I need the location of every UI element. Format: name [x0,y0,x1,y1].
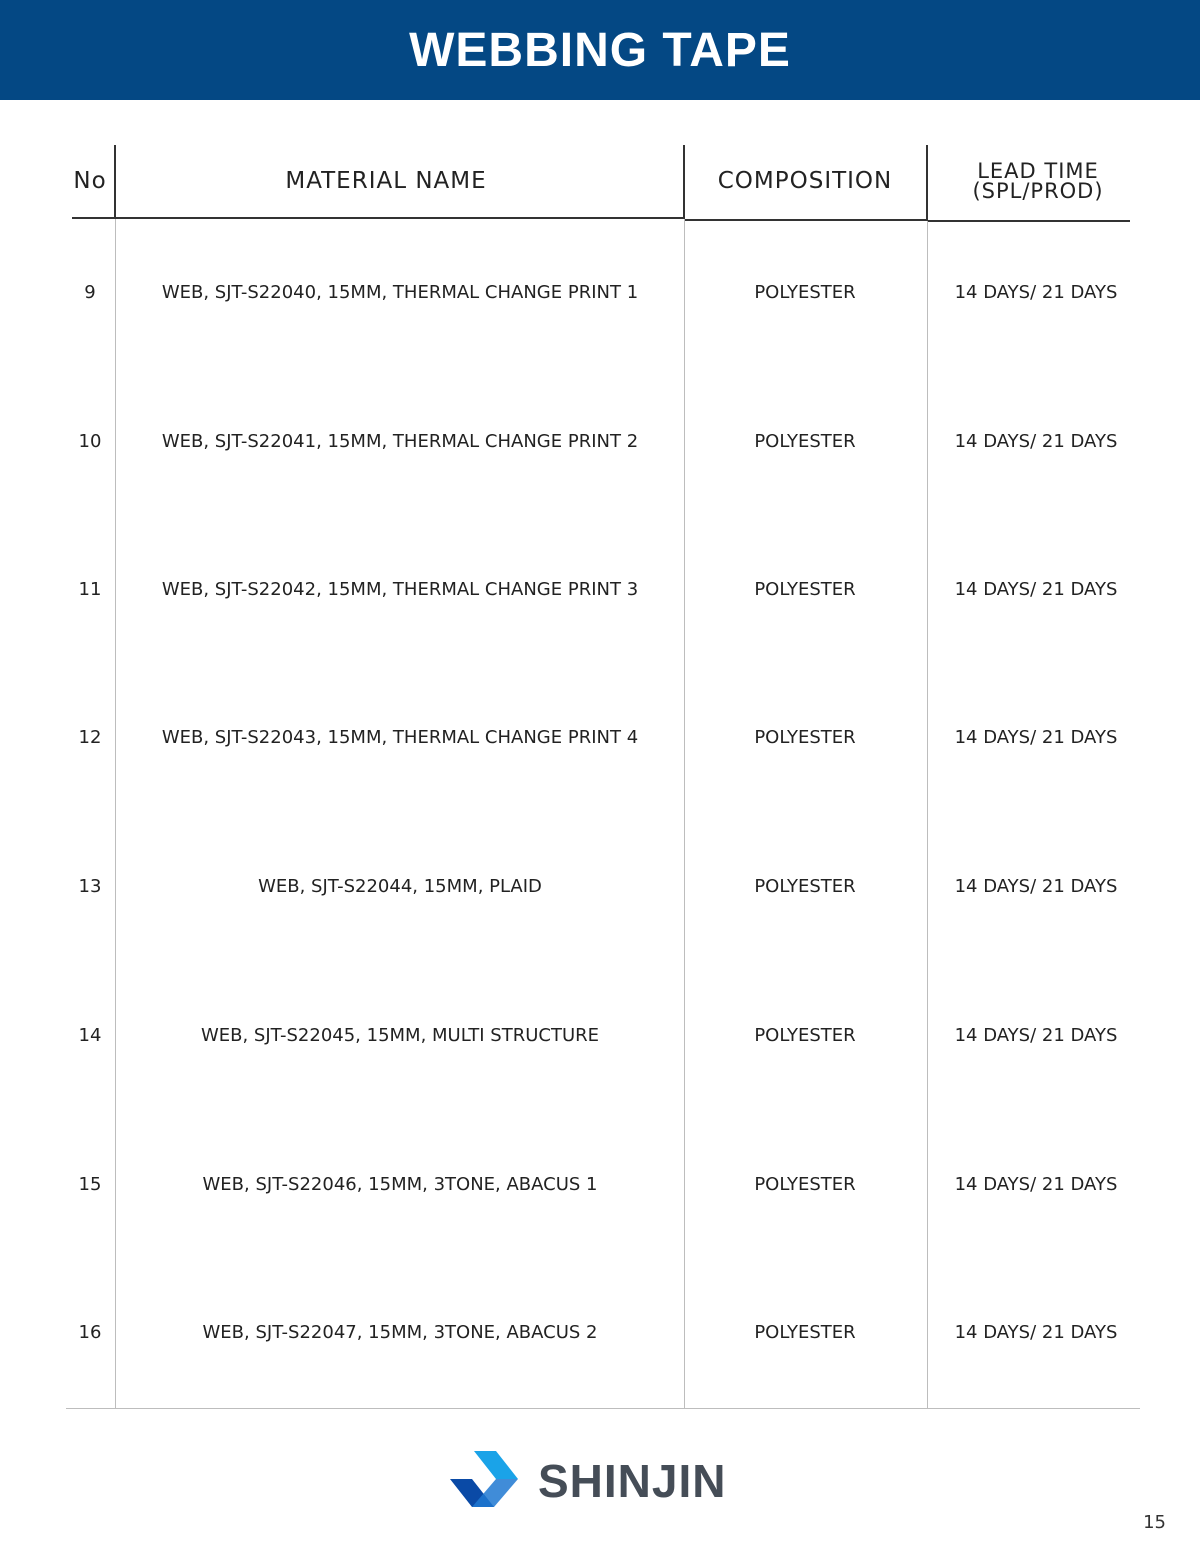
lead-time: 14 DAYS/ 21 DAYS [954,1321,1118,1343]
material-name: WEB, SJT-S22043, 15MM, THERMAL CHANGE PRINT 4 [161,726,639,748]
row-number: 13 [78,875,102,897]
company-logo [446,1448,766,1514]
row-number: 15 [78,1173,102,1195]
composition: POLYESTER [754,726,856,748]
composition: POLYESTER [754,1173,856,1195]
composition: POLYESTER [754,1321,856,1343]
material-name: WEB, SJT-S22046, 15MM, 3TONE, ABACUS 1 [202,1173,598,1195]
table-bottom-rule [66,1408,1140,1409]
lead-time: 14 DAYS/ 21 DAYS [954,281,1118,303]
column-header-no: No [73,168,107,194]
row-number: 14 [78,1024,102,1046]
lead-time: 14 DAYS/ 21 DAYS [954,430,1118,452]
composition: POLYESTER [754,875,856,897]
logo-wordmark: SHINJIN [538,1455,727,1507]
table-row [0,1164,1200,1204]
material-name: WEB, SJT-S22040, 15MM, THERMAL CHANGE PRINT 1 [161,281,639,303]
composition: POLYESTER [754,578,856,600]
row-number: 10 [78,430,102,452]
lead-time-sublabel: (SPL/PROD) [972,179,1104,203]
material-name: WEB, SJT-S22044, 15MM, PLAID [258,875,542,897]
page-title: WEBBING TAPE [409,23,791,77]
shinjin-logo-icon [446,1449,520,1513]
row-number: 16 [78,1321,102,1343]
row-number: 9 [84,281,96,303]
header-underline [684,219,928,221]
lead-time: 14 DAYS/ 21 DAYS [954,1173,1118,1195]
lead-time: 14 DAYS/ 21 DAYS [954,578,1118,600]
table-row [0,569,1200,609]
table-row [0,717,1200,757]
lead-time: 14 DAYS/ 21 DAYS [954,726,1118,748]
row-number: 11 [78,578,102,600]
row-number: 12 [78,726,102,748]
table-row [0,1015,1200,1055]
material-name: WEB, SJT-S22047, 15MM, 3TONE, ABACUS 2 [202,1321,598,1343]
composition: POLYESTER [754,430,856,452]
lead-time: 14 DAYS/ 21 DAYS [954,875,1118,897]
material-name: WEB, SJT-S22042, 15MM, THERMAL CHANGE PRINT 3 [161,578,639,600]
composition: POLYESTER [754,281,856,303]
page-number: 15 [1143,1512,1166,1533]
composition: POLYESTER [754,1024,856,1046]
column-divider [115,219,116,1408]
header-underline [928,220,1130,222]
lead-time: 14 DAYS/ 21 DAYS [954,1024,1118,1046]
lead-time-label: LEAD TIME [977,159,1099,183]
column-header-composition: COMPOSITION [717,168,893,194]
column-header-material-name: MATERIAL NAME [285,168,487,194]
column-divider [927,221,928,1408]
column-divider [684,219,685,1408]
table-row [0,272,1200,312]
material-name: WEB, SJT-S22045, 15MM, MULTI STRUCTURE [200,1024,600,1046]
header-underline [72,217,684,219]
table-row [0,866,1200,906]
material-name: WEB, SJT-S22041, 15MM, THERMAL CHANGE PRINT 2 [161,430,639,452]
table-row [0,1312,1200,1352]
column-header-lead-time [928,145,1148,217]
table-row [0,421,1200,461]
